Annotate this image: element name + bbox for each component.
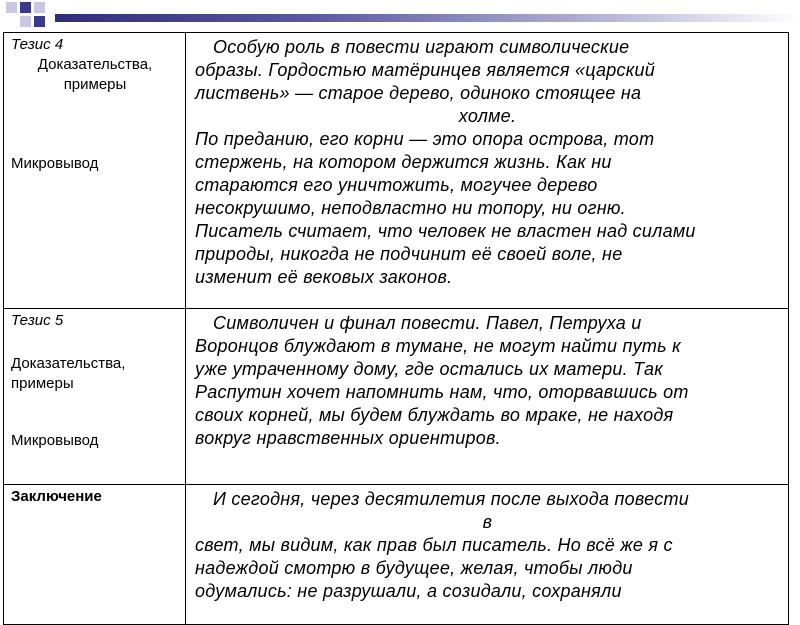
text-line: холме. [458,106,517,126]
text-line: Воронцов блуждают в тумане, не могут найти путь к [195,336,681,356]
text-line: своих корней, мы будем блуждать во мраке, не находя [195,405,674,425]
table-row [4,33,789,309]
thesis-label: Тезис 4 [11,36,64,53]
text-line: Писатель считает, что человек не властен над силами [195,221,696,241]
text-line: в [482,512,493,532]
row-text-cell [186,485,789,625]
evidence-label: Доказательства, примеры [11,355,126,392]
evidence-label: Доказательства, примеры [37,56,153,93]
text-line: стержень, на котором держится жизнь. Как ни [195,152,612,172]
header-gradient-bar [55,14,800,22]
row-label-cell [4,485,186,625]
text-line: Символичен и финал повести. Павел, Петруха и [213,313,642,333]
table-row [4,485,789,625]
text-line: Особую роль в повести играют символические [213,37,630,57]
text-line: листвень» — старое дерево, одиноко стоящее на [195,83,642,103]
text-line: свет, мы видим, как прав был писатель. Но всё же я с [195,535,673,555]
deco-square-2 [20,2,31,13]
micro-conclusion-label: Микровывод [11,432,99,449]
text-line: По преданию, его корни — это опора острова, тот [195,129,655,149]
row-label-cell [4,309,186,485]
text-line: стараются его уничтожить, могучее дерево [195,175,598,195]
conclusion-label: Заключение [11,488,102,505]
essay-structure-table [3,32,789,625]
text-line: изменит её вековых законов. [195,267,453,287]
deco-square-1 [6,2,17,13]
text-line: несокрушимо, неподвластно ни топору, ни огню. [195,198,626,218]
deco-square-4 [20,16,31,27]
text-line: Распутин хочет напомнить нам, что, оторвавшись от [195,382,689,402]
row-label-cell [4,33,186,309]
table-row [4,309,789,485]
text-line: природы, никогда не подчинит её своей воле, не [195,244,623,264]
deco-square-5 [34,16,45,27]
text-line: одумались: не разрушали, а созидали, сохраняли [195,581,622,601]
text-line: уже утраченному дому, где остались их матери. Так [195,359,664,379]
row-text-cell [186,33,789,309]
text-line: надеждой смотрю в будущее, желая, чтобы люди [195,558,633,578]
text-line: И сегодня, через десятилетия после выхода повести [213,489,689,509]
thesis-label: Тезис 5 [11,312,64,329]
text-line: вокруг нравственных ориентиров. [195,428,501,448]
slide-header-decoration [0,0,800,32]
text-line: образы. Гордостью матёринцев является «царский [195,60,656,80]
deco-square-3 [34,2,45,13]
row-text-cell [186,309,789,485]
micro-conclusion-label: Микровывод [11,155,99,172]
